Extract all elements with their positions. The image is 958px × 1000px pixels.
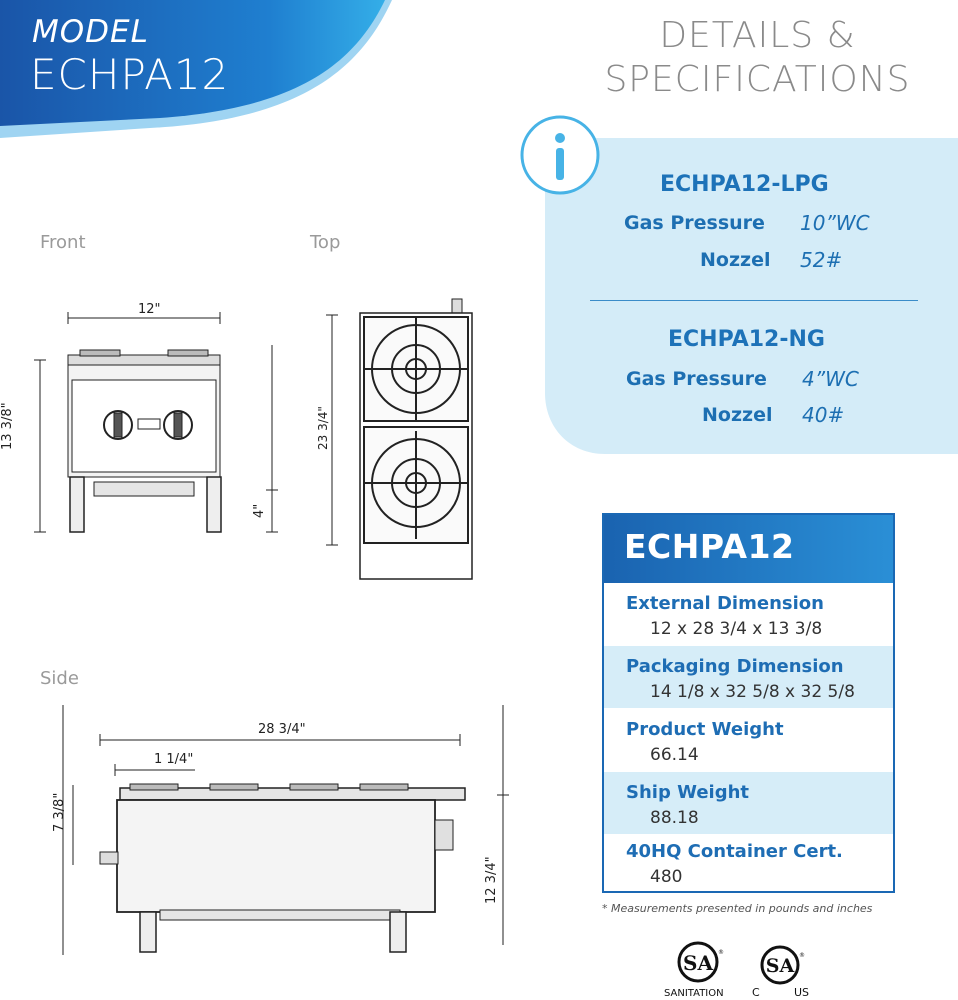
spec-value: 88.18: [650, 808, 699, 828]
spec-label: External Dimension: [626, 593, 824, 614]
csa-us-label: US: [794, 986, 810, 999]
model-code: ECHPA12: [30, 50, 230, 99]
sanitation-caption: SANITATION: [664, 988, 724, 999]
svg-text:®: ®: [718, 949, 724, 956]
csa-sanitation-logo: [668, 940, 728, 990]
spec-value: 480: [650, 867, 683, 887]
spec-label: Ship Weight: [626, 782, 749, 803]
spec-table-title: ECHPA12: [624, 527, 795, 566]
csa-us-logo: [752, 944, 808, 988]
top-depth-dimension: 23 3/4": [316, 406, 330, 450]
gas-pressure-label-ng: Gas Pressure: [626, 368, 767, 390]
side-offset-dimension: 1 1/4": [154, 752, 194, 767]
spec-label: Product Weight: [626, 719, 784, 740]
top-view-label: Top: [310, 232, 341, 253]
page-title-line1: DETAILS &: [659, 15, 856, 56]
side-view-drawing: [45, 700, 515, 965]
spec-row-ship-weight: [604, 772, 893, 834]
page-title: [560, 14, 955, 102]
model-label: MODEL: [32, 14, 149, 50]
spec-table-header: [604, 515, 893, 583]
spec-value: 66.14: [650, 745, 699, 765]
svg-text:SA: SA: [683, 951, 713, 975]
front-leg-dimension: 4": [252, 503, 267, 518]
side-height-left-dimension: 7 3/8": [52, 792, 67, 832]
spec-row-container-cert: [604, 831, 893, 893]
gas-variant-name-ng: ECHPA12-NG: [668, 327, 825, 352]
side-view-label: Side: [40, 668, 79, 689]
gas-variant-name-lpg: ECHPA12-LPG: [660, 172, 829, 197]
front-width-dimension: 12": [138, 302, 161, 317]
gas-pressure-value-ng: 4”WC: [802, 367, 859, 391]
gas-pressure-value-lpg: 10”WC: [800, 211, 870, 235]
top-view-drawing: [320, 295, 480, 585]
gas-pressure-label-lpg: Gas Pressure: [624, 212, 765, 234]
nozzle-value-ng: 40#: [802, 403, 845, 427]
panel-divider: [590, 300, 918, 301]
svg-text:®: ®: [799, 952, 805, 959]
page-title-line2: SPECIFICATIONS: [604, 59, 911, 100]
spec-table: [602, 513, 895, 893]
spec-row-packaging-dimension: [604, 646, 893, 708]
spec-row-product-weight: [604, 709, 893, 771]
nozzle-label-ng: Nozzel: [702, 404, 773, 426]
front-view-label: Front: [40, 232, 86, 253]
front-height-dimension: 13 3/8": [0, 402, 15, 450]
spec-label: 40HQ Container Cert.: [626, 841, 843, 862]
info-icon: [519, 114, 601, 196]
spec-row-external-dimension: [604, 583, 893, 645]
spec-value: 12 x 28 3/4 x 13 3/8: [650, 619, 823, 639]
spec-label: Packaging Dimension: [626, 656, 844, 677]
side-length-dimension: 28 3/4": [258, 722, 306, 737]
csa-c-label: C: [752, 986, 760, 999]
svg-text:SA: SA: [765, 955, 795, 977]
spec-value: 14 1/8 x 32 5/8 x 32 5/8: [650, 682, 855, 702]
nozzle-value-lpg: 52#: [800, 248, 843, 272]
side-height-right-dimension: 12 3/4": [484, 856, 499, 904]
measurement-footnote: * Measurements presented in pounds and inches: [602, 902, 873, 915]
nozzle-label-lpg: Nozzel: [700, 249, 771, 271]
front-view-drawing: [20, 300, 290, 550]
